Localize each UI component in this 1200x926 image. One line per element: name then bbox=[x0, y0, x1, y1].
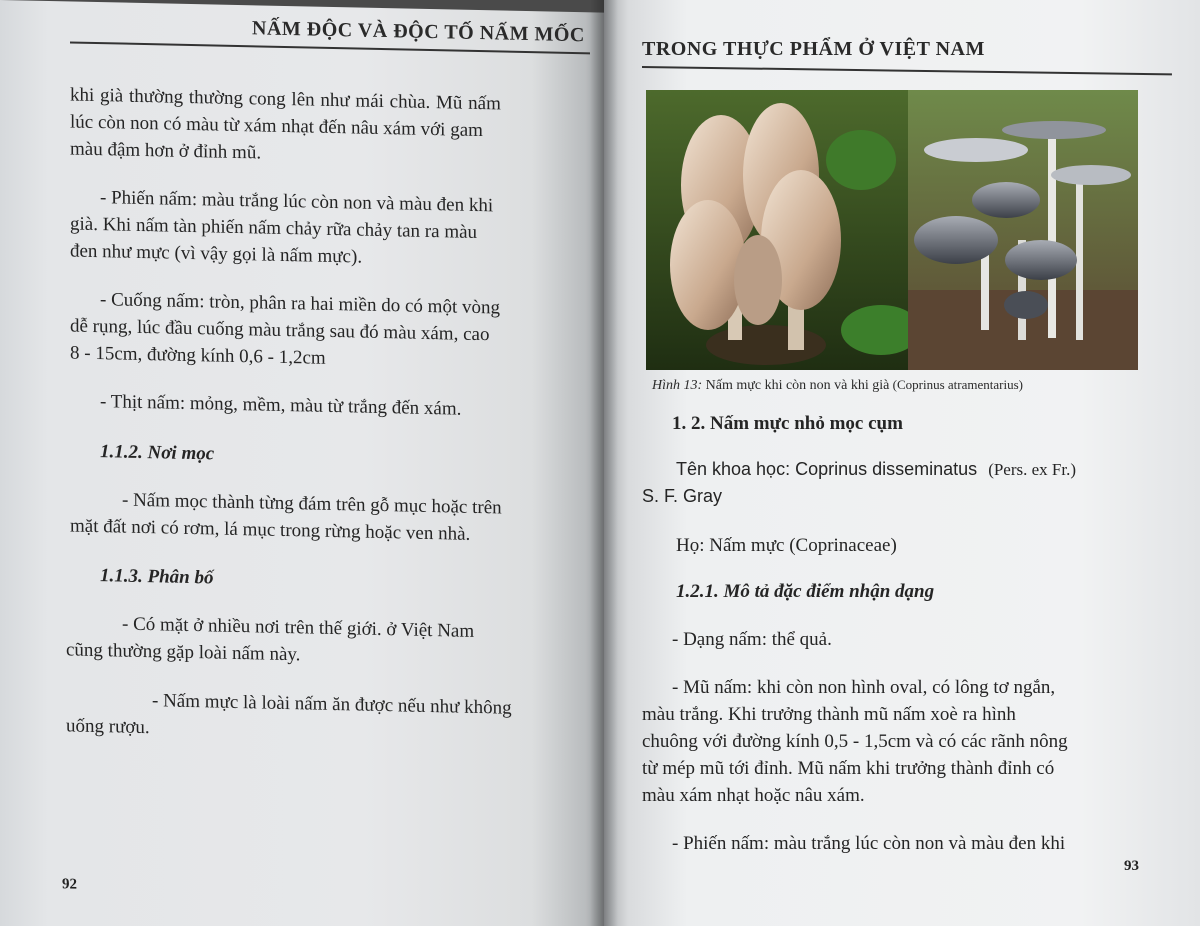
right-heading-1-2-1: 1.2.1. Mô tả đặc điểm nhận dạng bbox=[676, 581, 935, 602]
left-line-16: cũng thường gặp loài nấm này. bbox=[66, 639, 301, 666]
left-line-4: - Phiến nấm: màu trắng lúc còn non và màu đen khi bbox=[100, 187, 494, 217]
left-line-2: lúc còn non có màu từ xám nhạt đến nâu xám với gam bbox=[70, 111, 483, 142]
right-line-gray: S. F. Gray bbox=[642, 486, 723, 506]
right-line-dang-nam: - Dạng nấm: thể quả. bbox=[672, 629, 832, 650]
left-line-15: - Có mặt ở nhiều nơi trên thế giới. ở Việt Nam bbox=[122, 613, 475, 642]
right-heading-section-1-2: 1. 2. Nấm mực nhỏ mọc cụm bbox=[672, 413, 903, 434]
right-scientific-name-author: (Pers. ex Fr.) bbox=[988, 460, 1077, 479]
right-page-number: 93 bbox=[1124, 858, 1139, 874]
left-line-3: màu đậm hơn ở đỉnh mũ. bbox=[70, 138, 262, 164]
left-page-number: 92 bbox=[62, 876, 77, 893]
left-line-9: 8 - 15cm, đường kính 0,6 - 1,2cm bbox=[70, 342, 326, 369]
left-line-18: uống rượu. bbox=[66, 715, 150, 739]
right-line-phien-nam: - Phiến nấm: màu trắng lúc còn non và màu đen khi bbox=[672, 833, 1066, 854]
figure-caption bbox=[652, 377, 1023, 394]
left-heading-phan-bo: 1.1.3. Phân bố bbox=[100, 565, 214, 589]
right-line-family: Họ: Nấm mực (Coprinaceae) bbox=[676, 535, 897, 556]
right-line-mu-nam-5: màu xám nhạt hoặc nâu xám. bbox=[642, 785, 865, 806]
figure-mushroom-photos bbox=[646, 90, 1138, 370]
left-line-8: dễ rụng, lúc đầu cuống màu trắng sau đó màu xám, cao bbox=[70, 315, 490, 346]
right-line-scientific-name bbox=[676, 456, 1076, 483]
left-line-10: - Thịt nấm: mỏng, mềm, màu từ trắng đến xám. bbox=[100, 391, 462, 420]
figure-caption-species: (Coprinus atramentarius) bbox=[889, 377, 1023, 392]
right-header-rule bbox=[642, 66, 1172, 75]
right-line-mu-nam-2: màu trắng. Khi trưởng thành mũ nấm xoè ra hình bbox=[642, 704, 1016, 725]
right-line-mu-nam-1: - Mũ nấm: khi còn non hình oval, có lông tơ ngắn, bbox=[672, 677, 1056, 698]
left-line-13: mặt đất nơi có rơm, lá mục trong rừng hoặc ven nhà. bbox=[70, 515, 471, 545]
left-line-5: già. Khi nấm tàn phiến nấm chảy rữa chảy tan ra màu bbox=[70, 213, 478, 243]
right-scientific-name-main: Tên khoa học: Coprinus disseminatus bbox=[676, 459, 978, 479]
left-heading-noi-moc: 1.1.2. Nơi mọc bbox=[100, 441, 215, 465]
figure-caption-label: Hình 13: bbox=[652, 378, 703, 393]
left-line-6: đen như mực (vì vậy gọi là nấm mực). bbox=[70, 240, 363, 268]
right-running-head: TRONG THỰC PHẨM Ở VIỆT NAM bbox=[642, 38, 985, 60]
left-running-head: NẤM ĐỘC VÀ ĐỘC TỐ NẤM MỐC bbox=[252, 17, 585, 47]
left-line-12: - Nấm mọc thành từng đám trên gỗ mục hoặc trên bbox=[122, 489, 502, 519]
right-line-mu-nam-3: chuông với đường kính 0,5 - 1,5cm và có các rãnh nông bbox=[642, 731, 1068, 752]
right-line-mu-nam-4: từ mép mũ tới đỉnh. Mũ nấm khi trưởng thành đỉnh có bbox=[642, 758, 1055, 779]
left-line-7: - Cuống nấm: tròn, phân ra hai miền do có một vòng bbox=[100, 289, 500, 319]
mushroom-photo-illustration bbox=[646, 90, 1138, 370]
left-line-1: khi già thường thường cong lên như mái chùa. Mũ nấm bbox=[70, 84, 501, 115]
book-spine-shadow bbox=[590, 0, 618, 926]
left-line-17: - Nấm mực là loài nấm ăn được nếu như không bbox=[152, 690, 512, 719]
figure-caption-text: Nấm mực khi còn non và khi già bbox=[702, 378, 890, 393]
